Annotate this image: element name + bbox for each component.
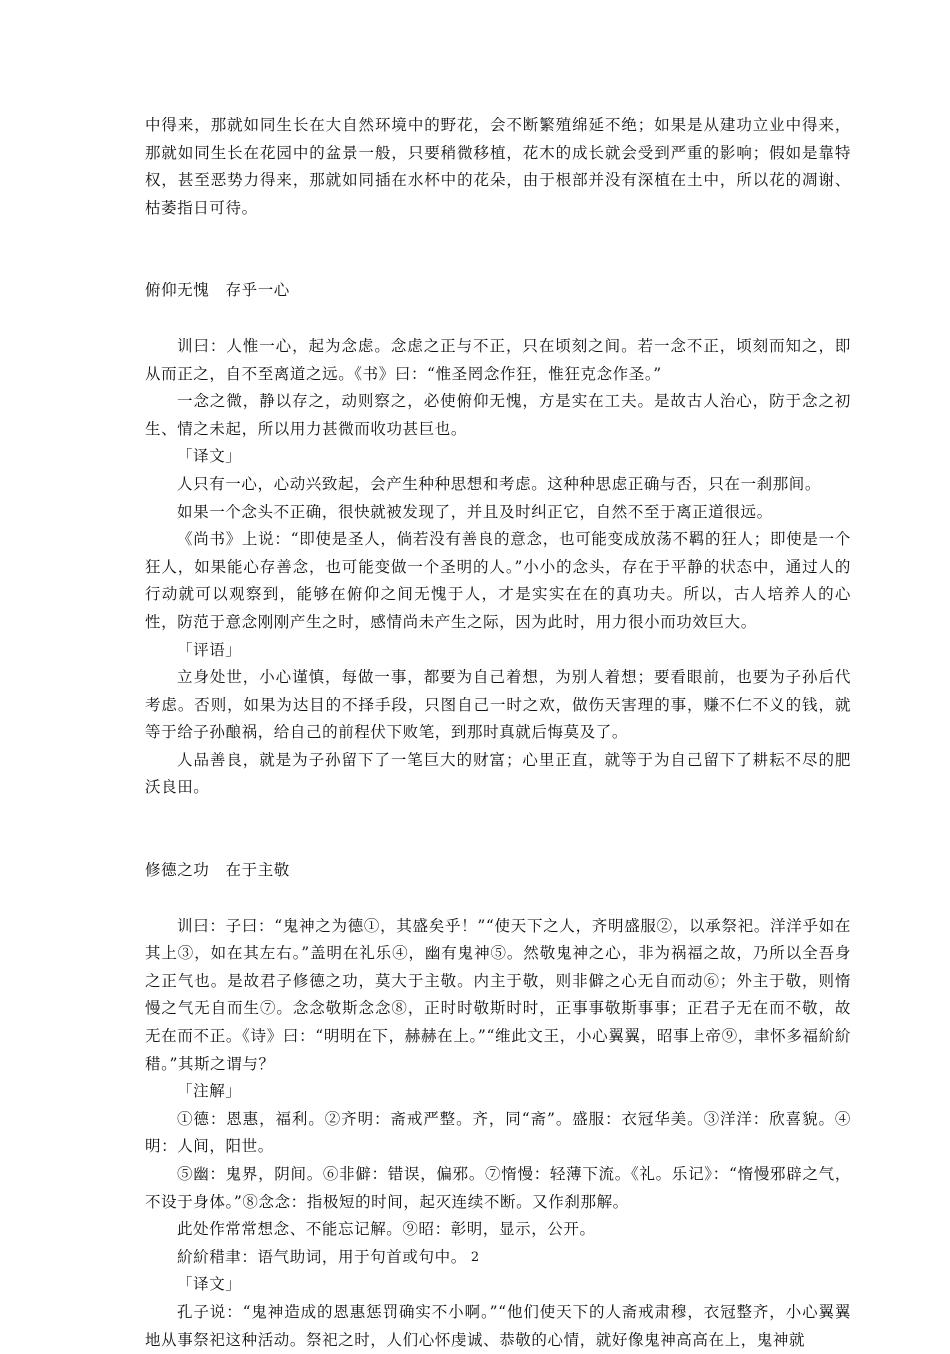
spacer	[145, 305, 851, 333]
spacer	[145, 222, 851, 277]
subheading-comment: 「评语」	[177, 640, 242, 659]
page-number: 2	[470, 1250, 480, 1265]
page-body	[145, 112, 851, 1354]
paragraph: 人品善良，就是为子孙留下了一笔巨大的财富；心里正直，就等于为自己留下了耕耘不尽的肥沃良田。	[145, 750, 851, 797]
subheading-translation: 「译文」	[177, 1275, 242, 1294]
paragraph: 人只有一心，心动兴致起，会产生种种思想和考虑。这种种思虑正确与否，只在一刹那间。	[177, 474, 822, 493]
paragraph: 《尚书》上说：“即使是圣人，倘若没有善良的意念，也可能变成放荡不羁的狂人；即使是一个狂人，如果能心存善念，也可能变做一个圣明的人。”小小的念头，存在于平静的状态中，通过人的行动就可以观察到，能够在俯仰之间无愧于人，才是实实在在的真功夫。所以，古人培养人的心性，防范于意念刚刚产生之时，感情尚未产生之际，因为此时，用力很小而功效巨大。	[145, 530, 851, 631]
spacer	[145, 802, 851, 857]
note-paragraph: 此处作常常想念、不能忘记解。⑨昭：彰明，显示，公开。	[177, 1220, 596, 1239]
subheading-notes: 「注解」	[177, 1082, 242, 1101]
note-paragraph: ⑤幽：鬼界，阴间。⑥非僻：错误，偏邪。⑦惰慢：轻薄下流。《礼。乐记》：“惰慢邪辟之气，不设于身体。”⑧念念：指极短的时间，起灭连续不断。又作刹那解。	[145, 1165, 851, 1211]
paragraph: 如果一个念头不正确，很快就被发现了，并且及时纠正它，自然不至于离正道很远。	[177, 502, 773, 521]
paragraph: 一念之微，静以存之，动则察之，必使俯仰无愧，方是实在工夫。是故古人治心，防于念之初生、情之未起，所以用力甚微而收功甚巨也。	[145, 392, 851, 438]
paragraph: 训曰：人惟一心，起为念虑。念虑之正与不正，只在顷刻之间。若一念不正，顷刻而知之，即从而正之，自不至离道之远。《书》曰：“惟圣罔念作狂，惟狂克念作圣。”	[145, 336, 851, 383]
paragraph: 孔子说：“鬼神造成的恩惠惩罚确实不小啊。”“他们使天下的人斋戒肃穆，衣冠整齐，小心翼翼地从事祭祀这种活动。祭祀之时，人们心怀虔诚、恭敬的心情，就好像鬼神高高在上，鬼神就	[145, 1302, 851, 1349]
intro-paragraph: 中得来，那就如同生长在大自然环境中的野花，会不断繁殖绵延不绝；如果是从建功立业中得来，那就如同生长在花园中的盆景一般，只要稍微移植，花木的成长就会受到严重的影响；假如是靠特权，甚至恶势力得来，那就如同插在水杯中的花朵，由于根部并没有深植在土中，所以花的凋谢、枯萎指日可待。	[145, 116, 851, 217]
section-title: 俯仰无愧 存乎一心	[145, 281, 290, 300]
spacer	[145, 885, 851, 913]
note-paragraph: ①德：恩惠，福利。②齐明：斋戒严整。齐，同“斋”。盛服：衣冠华美。③洋洋：欣喜貌。④明：人间，阳世。	[145, 1109, 851, 1156]
paragraph: 立身处世，小心谨慎，每做一事，都要为自己着想，为别人着想；要看眼前，也要为子孙后代考虑。否则，如果为达目的不择手段，只图自己一时之欢，做伤天害理的事，赚不仁不义的钱，就等于给子孙酿祸，给自己的前程伏下败笔，到那时真就后悔莫及了。	[145, 668, 851, 742]
note-paragraph: 紒紒稓聿：语气助词，用于句首或句中。	[177, 1247, 467, 1266]
paragraph: 训曰：子曰：“鬼神之为德①，其盛矣乎！”“使天下之人，齐明盛服②，以承祭祀。洋洋乎如在其上③，如在其左右。”盖明在礼乐④，幽有鬼神⑤。然敬鬼神之心，非为祸福之故，乃所以全吾身之正气也。是故君子修德之功，莫大于主敬。内主于敬，则非僻之心无自而动⑥；外主于敬，则惰慢之气无自而生⑦。念念敬斯念念⑧，正时时敬斯时时，正事事敬斯事事；正君子无在而不敬，故无在而不正。《诗》曰：“明明在下，赫赫在上。”“维此文王，小心翼翼，昭事上帝⑨，聿怀多福紒紒稓。”其斯之谓与？	[145, 916, 851, 1073]
subheading-translation: 「译文」	[177, 447, 242, 466]
section-title: 修德之功 在于主敬	[145, 861, 290, 880]
